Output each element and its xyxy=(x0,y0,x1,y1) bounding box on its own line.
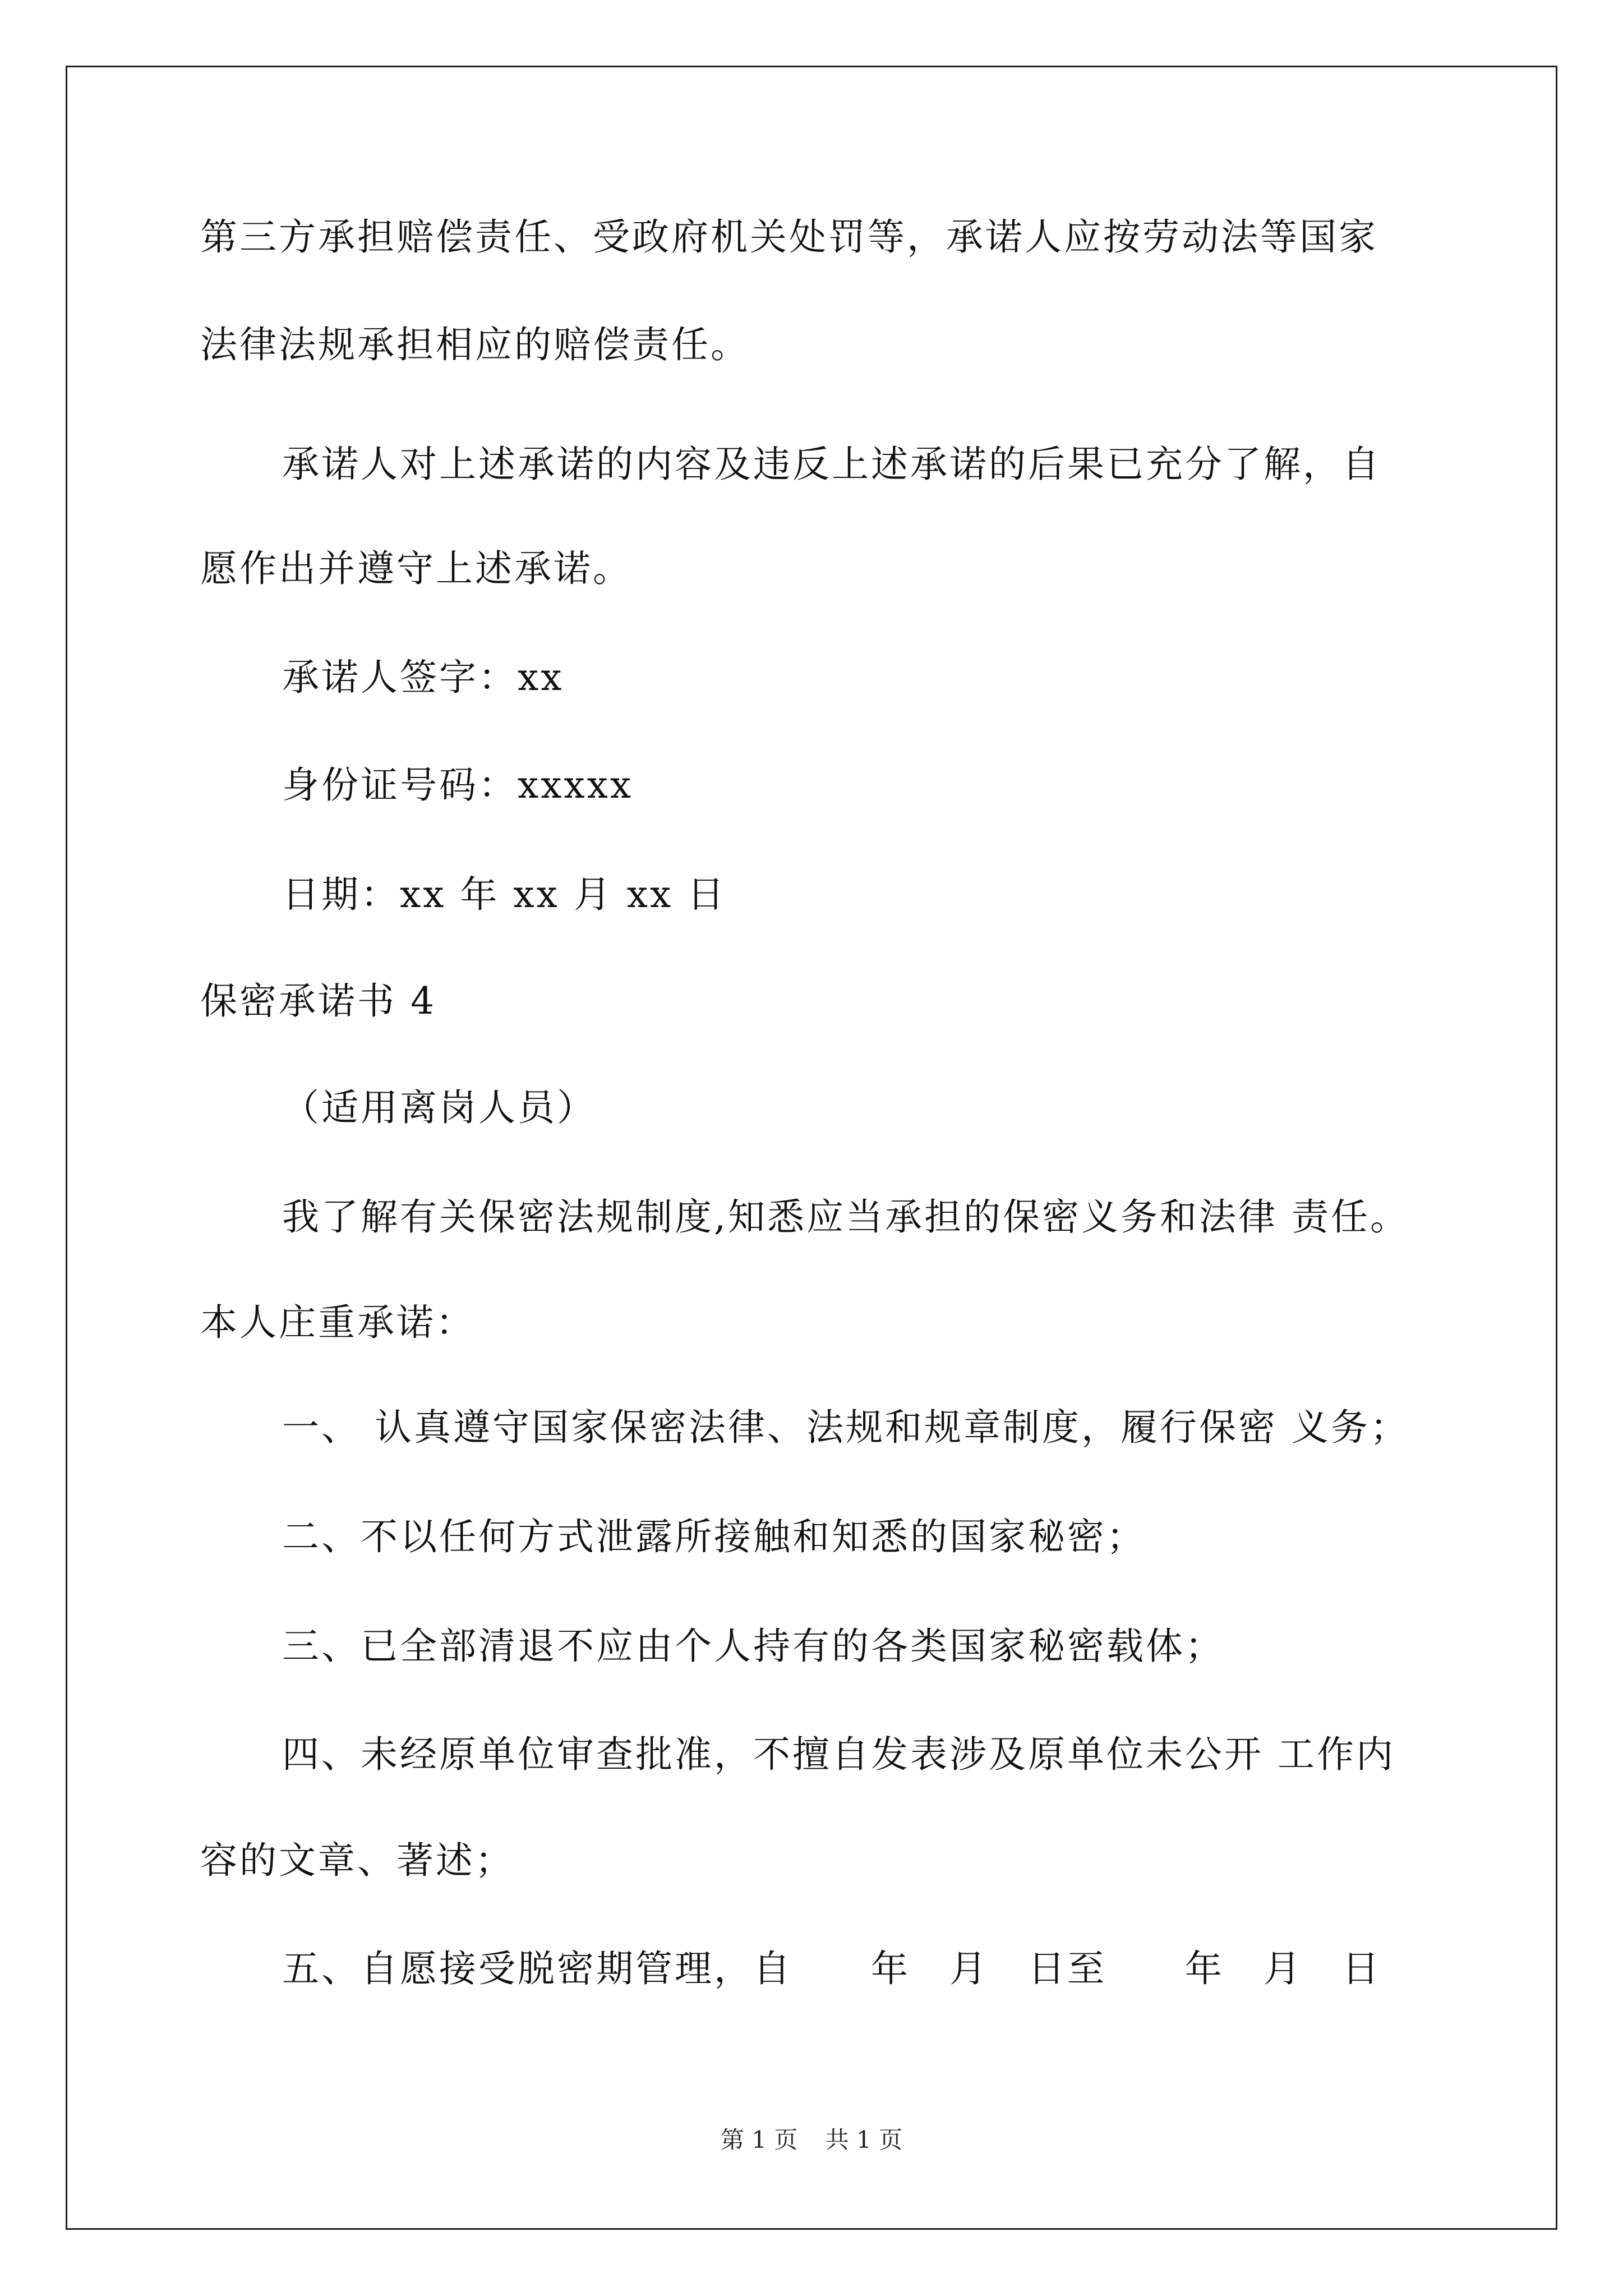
date-line: 日期：xx 年 xx 月 xx 日 xyxy=(282,873,727,916)
pledge-item-4: 四、未经原单位审查批准，不擅自发表涉及原单位未公开 工作内 xyxy=(282,1733,1395,1776)
id-number-line: 身份证号码：xxxxx xyxy=(282,763,634,807)
pledge-item-5: 五、自愿接受脱密期管理，自 年 月 日至 年 月 日 xyxy=(282,1947,1381,1990)
pledge-item-2: 二、不以任何方式泄露所接触和知悉的国家秘密； xyxy=(282,1515,1146,1558)
pledge-item-1: 一、 认真遵守国家保密法律、法规和规章制度，履行保密 义务； xyxy=(282,1406,1409,1449)
signature-line: 承诺人签字：xx xyxy=(282,656,564,699)
section-subtitle: （适用离岗人员） xyxy=(282,1086,596,1129)
page-border xyxy=(66,66,1557,2230)
section-title: 保密承诺书 4 xyxy=(200,979,436,1023)
pledge-item-4-cont: 容的文章、著述； xyxy=(200,1839,514,1882)
body-line-2: 法律法规承担相应的赔偿责任。 xyxy=(200,323,750,366)
body-line-10: 我了解有关保密法规制度,知悉应当承担的保密义务和法律 责任。 xyxy=(282,1195,1409,1239)
page-total: 共 1 页 xyxy=(825,2126,903,2154)
body-line-4: 愿作出并遵守上述承诺。 xyxy=(200,547,632,590)
page-footer xyxy=(0,2126,1623,2154)
pledge-item-3: 三、已全部清退不应由个人持有的各类国家秘密载体； xyxy=(282,1625,1224,1668)
body-line-3: 承诺人对上述承诺的内容及违反上述承诺的后果已充分了解，自 xyxy=(282,443,1381,486)
page-number: 第 1 页 xyxy=(720,2126,798,2154)
body-line-11: 本人庄重承诺： xyxy=(200,1301,475,1344)
body-line-1: 第三方承担赔偿责任、受政府机关处罚等，承诺人应按劳动法等国家 xyxy=(200,215,1378,259)
